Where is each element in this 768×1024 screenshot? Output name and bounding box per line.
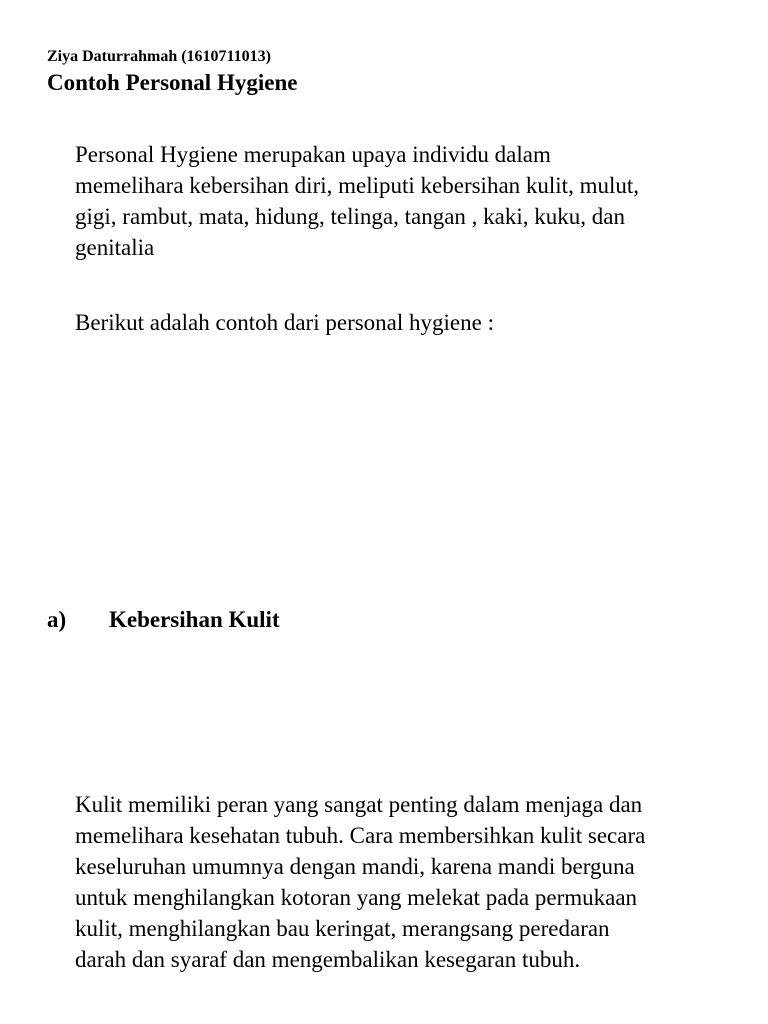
body-line: keseluruhan umumnya dengan mandi, karena mandi berguna	[75, 854, 635, 879]
body-line: untuk menghilangkan kotoran yang melekat pada permukaan	[75, 885, 638, 910]
document-title: Contoh Personal Hygiene	[47, 70, 298, 95]
body-line: darah dan syaraf dan mengembalikan kesegaran tubuh.	[75, 947, 581, 972]
section-marker: a)	[47, 607, 67, 632]
section-heading-text: Kebersihan Kulit	[109, 607, 280, 632]
lead-paragraph	[75, 307, 494, 338]
body-line: Kulit memiliki peran yang sangat penting dalam menjaga dan	[75, 792, 643, 817]
body-line: kulit, menghilangkan bau keringat, merangsang peredaran	[75, 916, 610, 941]
intro-paragraph	[75, 139, 639, 263]
intro-line: Personal Hygiene merupakan upaya individu dalam	[75, 142, 551, 167]
intro-line: genitalia	[75, 235, 155, 260]
intro-line: gigi, rambut, mata, hidung, telinga, tangan , kaki, kuku, dan	[75, 204, 625, 229]
section-body-paragraph	[75, 789, 645, 975]
lead-line: Berikut adalah contoh dari personal hygiene :	[75, 310, 494, 335]
body-line: memelihara kesehatan tubuh. Cara membersihkan kulit secara	[75, 823, 646, 848]
intro-line: memelihara kebersihan diri, meliputi kebersihan kulit, mulut,	[75, 173, 639, 198]
author-line: Ziya Daturrahmah (1610711013)	[47, 48, 271, 65]
